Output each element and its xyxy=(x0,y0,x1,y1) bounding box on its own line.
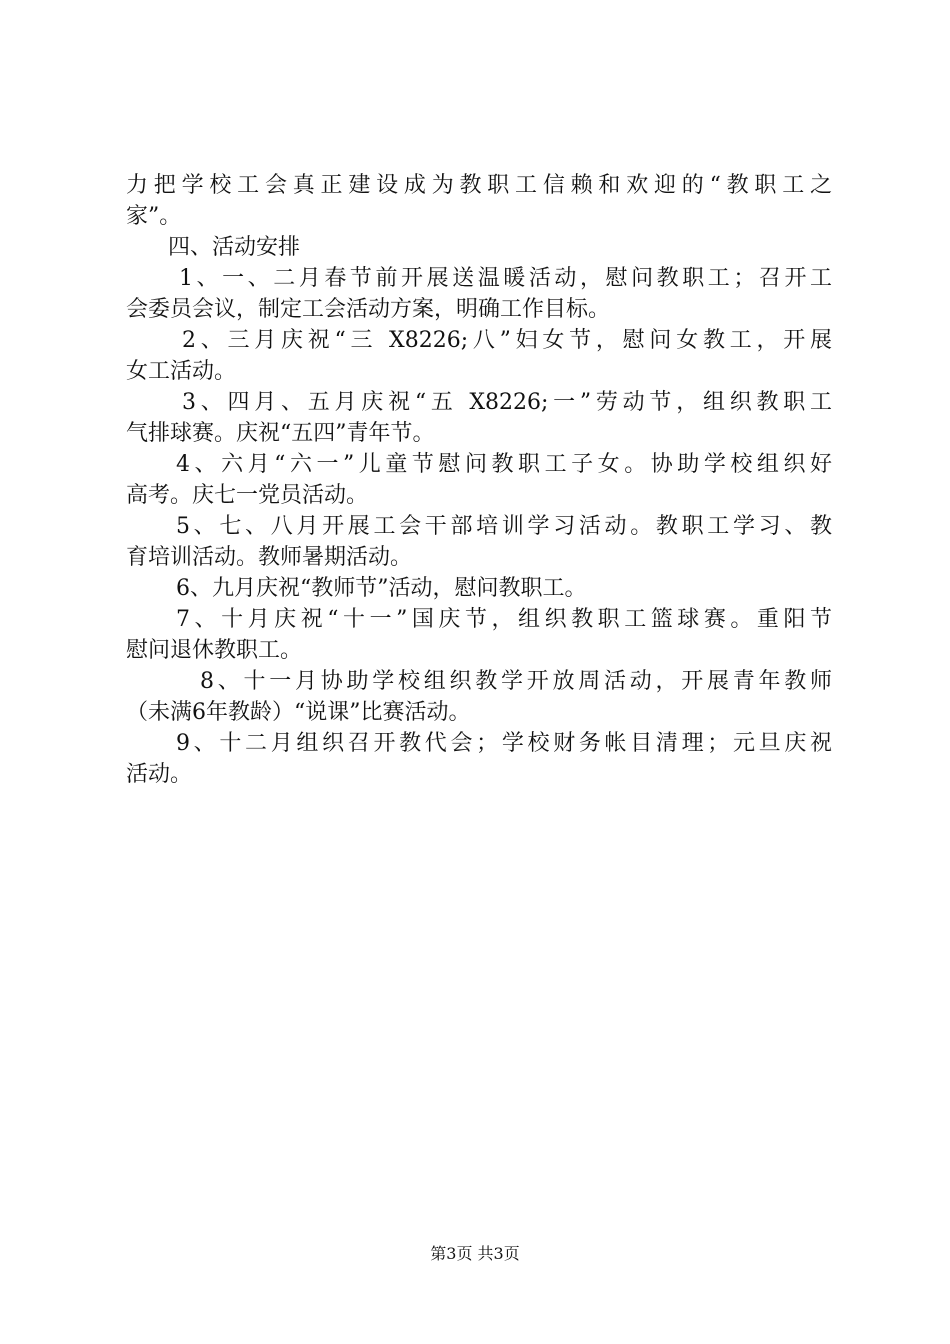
list-item-line: 3、四月、五月庆祝“五 X8226;一”劳动节，组织教职工 xyxy=(182,390,832,415)
list-item-line: 7、十月庆祝“十一”国庆节，组织教职工篮球赛。重阳节 xyxy=(176,607,832,632)
document-body xyxy=(126,170,832,790)
list-item-line: 1、一、二月春节前开展送温暖活动，慰问教职工；召开工 xyxy=(179,266,832,291)
page-footer: 第3页 共3页 xyxy=(430,1244,520,1263)
list-item-line: 高考。庆七一党员活动。 xyxy=(126,483,369,508)
list-item-line: 5、七、八月开展工会干部培训学习活动。教职工学习、教 xyxy=(176,514,832,539)
list-item-line: 9、十二月组织召开教代会；学校财务帐目清理；元旦庆祝 xyxy=(176,731,832,756)
list-item-line: 育培训活动。教师暑期活动。 xyxy=(126,545,413,570)
list-item-line: 气排球赛。庆祝“五四”青年节。 xyxy=(126,421,435,446)
list-item-line: 慰问退休教职工。 xyxy=(126,638,303,663)
section-heading: 四、活动安排 xyxy=(168,235,301,260)
list-item-line: 活动。 xyxy=(126,762,193,787)
list-item-line: 女工活动。 xyxy=(126,359,237,384)
list-item-line: 4、六月“六一”儿童节慰问教职工子女。协助学校组织好 xyxy=(176,452,832,477)
list-item-line: 会委员会议，制定工会活动方案，明确工作目标。 xyxy=(126,297,611,322)
list-item-line: 8、十一月协助学校组织教学开放周活动，开展青年教师 xyxy=(200,669,832,694)
paragraph-line: 家”。 xyxy=(126,204,182,229)
paragraph-line: 力把学校工会真正建设成为教职工信赖和欢迎的“教职工之 xyxy=(126,173,832,198)
list-item-line: （未满6年教龄）“说课”比赛活动。 xyxy=(126,700,471,725)
list-item-line: 2、三月庆祝“三 X8226;八”妇女节，慰问女教工，开展 xyxy=(182,328,832,353)
list-item-line: 6、九月庆祝“教师节”活动，慰问教职工。 xyxy=(176,576,587,601)
